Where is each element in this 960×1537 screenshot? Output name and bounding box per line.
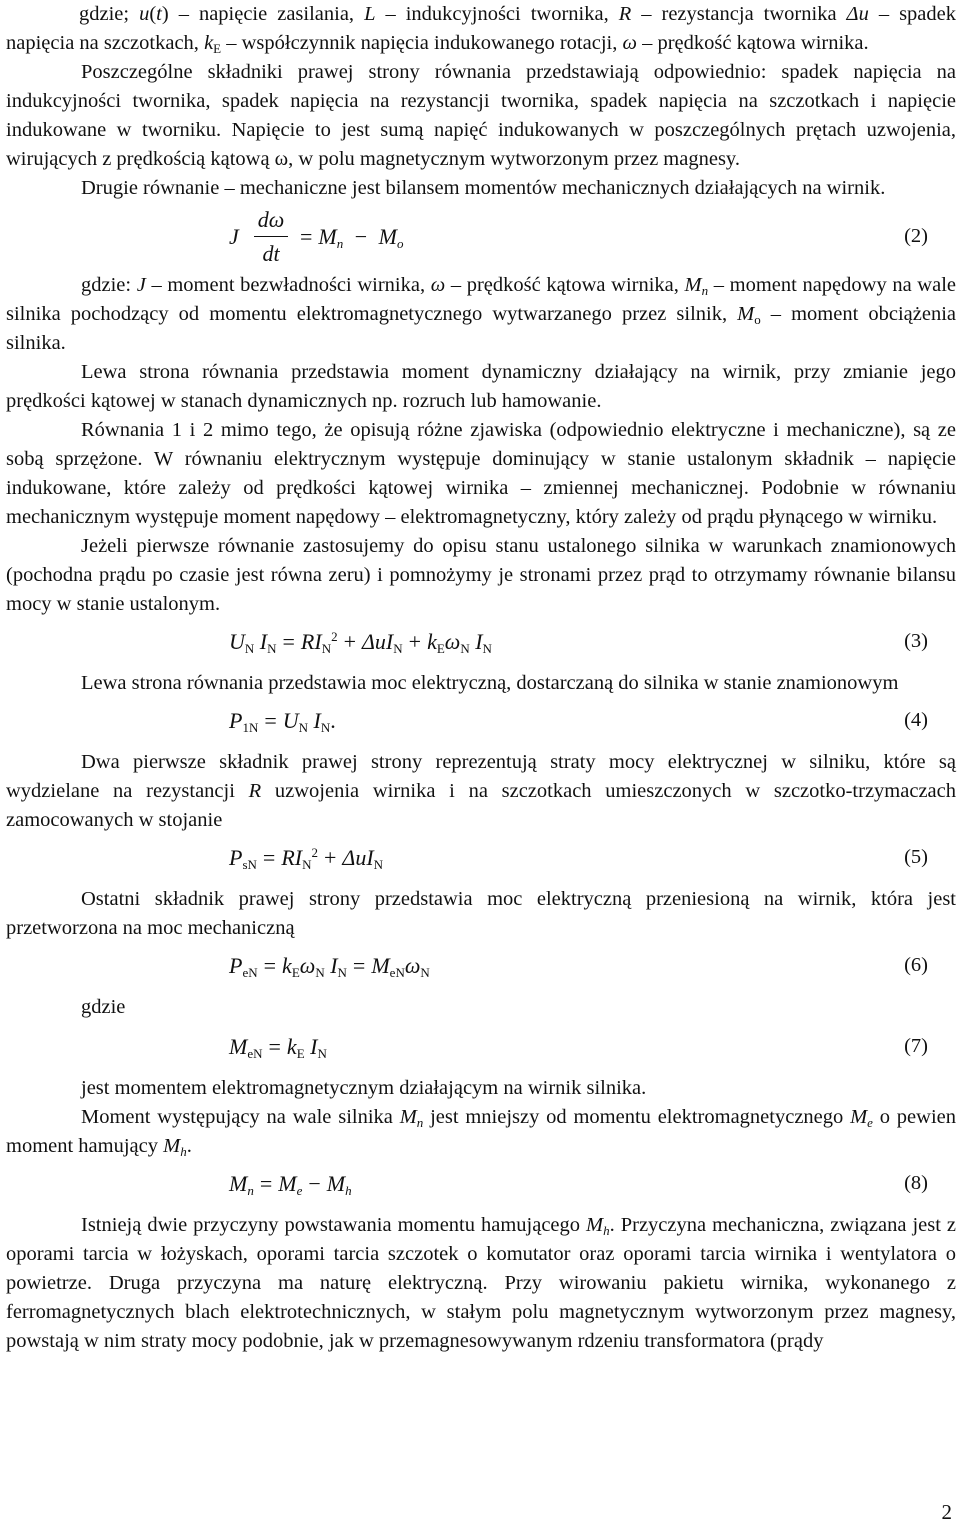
equation-2: J dω dt = $M_n - M_o$ (2): [229, 207, 928, 266]
equation-7: $M_{eN} = k_E$ $I_N$ (7): [229, 1034, 928, 1061]
equation-number: (2): [904, 225, 928, 247]
equation-4: $P_{1N} = U_N$ $I_N$. (4): [229, 708, 928, 735]
equation-3: $U_N$ $I_N = RI_N^2 + \Delta uI_N + k_E\omega_N$ $I_N$ (3): [229, 629, 928, 656]
paragraph-symbols: gdzie; u(t) – napięcie zasilania, L – indukcyjności twornika, R – rezystancja twornika Δu – spadek napięcia na szczotkach, $k_E$ – współczynnik napięcia indukowanego rotacji, ω – prędkość kątowa wirnika.: [6, 3, 957, 56]
equation-number: (8): [904, 1172, 928, 1194]
equation-number: (5): [904, 846, 928, 868]
paragraph-steady-state: Jeżeli pierwsze równanie zastosujemy do opisu stanu ustalonego silnika w warunkach znamionowych (pochodna prądu po czasie jest równa zeru) i pomnożymy je stronami przez prąd to otrzymamy równanie bilansu mocy w stanie ustalonym.: [6, 535, 956, 615]
equation-number: (4): [904, 709, 928, 731]
paragraph-coupling: Równania 1 i 2 mimo tego, że opisują różne zjawiska (odpowiednio elektryczne i mechaniczne), są ze sobą sprzężone. W równaniu elektrycznym występuje dominujący w stanie ustalonym składnik – napięcie indukowane, które zależy od prędkości kątowej wirnika – zmiennej mechanicznej. Podobnie w równaniu mechanicznym występuje moment napędowy – elektromagnetyczny, który zależy od prądu płynącego w wirniku.: [6, 419, 956, 528]
paragraph-mechanical-eq: Drugie równanie – mechaniczne jest bilansem momentów mechanicznych działających na wirnik.: [81, 177, 886, 199]
equation-6: $P_{eN} = k_E\omega_N$ $I_N = M_{eN}\omega_N$ (6): [229, 953, 928, 980]
paragraph-dynamic-moment: Lewa strona równania przedstawia moment dynamiczny działający na wirnik, przy zmianie jego prędkości kątowej w stanach dynamicznych np. rozruch lub hamowanie.: [6, 361, 956, 412]
paragraph-definitions: gdzie: J – moment bezwładności wirnika, ω – prędkość kątowa wirnika, $M_n$ – moment napędowy na wale silnika pochodzący od momentu elektromagnetycznego wytwarzanego przez silnik, $M_o$ – moment obciążenia silnika.: [6, 274, 956, 354]
equation-number: (6): [904, 954, 928, 976]
equation-number: (7): [904, 1035, 928, 1057]
paragraph-components: Poszczególne składniki prawej strony równania przedstawiają odpowiednio: spadek napięcia na indukcyjności twornika, spadek napięcia na rezystancji twornika, spadek napięcia na szczotkach i napięcie indukowane w tworniku. Napięcie to jest sumą napięć indukowanych w poszczególnych prętach uzwojenia, wirujących z prędkością kątową ω, w polu magnetycznym wytworzonym przez magnesy.: [6, 61, 956, 170]
equation-number: (3): [904, 630, 928, 652]
equation-8: $M_n = M_e - M_h$ (8): [229, 1171, 928, 1198]
paragraph-electric-power: Lewa strona równania przedstawia moc elektryczną, dostarczaną do silnika w stanie znamionowym: [81, 672, 899, 694]
document-page: [6, 0, 956, 1356]
page-number: 2: [941, 1500, 952, 1524]
paragraph-em-moment: jest momentem elektromagnetycznym działającym na wirnik silnika.: [81, 1077, 647, 1099]
equation-5: $P_{sN} = RI_N^2 + \Delta uI_N$ (5): [229, 845, 928, 872]
paragraph-braking-causes: Istnieją dwie przyczyny powstawania momentu hamującego $M_h$. Przyczyna mechaniczna, związana jest z oporami tarcia w łożyskach, oporami tarcia szczotek o komutator oraz oporami tarcia wirnika i wentylatora o powietrze. Druga przyczyna ma naturę elektryczną. Przy wirowaniu pakietu wirnika, wykonanego z ferromagnetycznych blach elektrotechnicznych, w stałym polu magnetycznym wytworzonym przez magnesy, powstają w nim straty mocy podobnie, jak w przemagnesowywanym rdzeniu transformatora (prądy: [6, 1214, 956, 1352]
paragraph-shaft-moment: Moment występujący na wale silnika $M_n$ jest mniejszy od momentu elektromagnetycznego $M_e$ o pewien moment hamujący $M_h$.: [6, 1106, 956, 1159]
paragraph-transferred-power: Ostatni składnik prawej strony przedstawia moc elektryczną przeniesioną na wirnik, która jest przetworzona na moc mechaniczną: [6, 888, 956, 939]
paragraph-losses: Dwa pierwsze składnik prawej strony reprezentują straty mocy elektrycznej w silniku, które są wydzielane na rezystancji R uzwojenia wirnika i na szczotkach umieszczonych w szczotko-trzymaczach zamocowanych w stojanie: [6, 751, 956, 831]
paragraph-where: gdzie: [81, 996, 126, 1018]
